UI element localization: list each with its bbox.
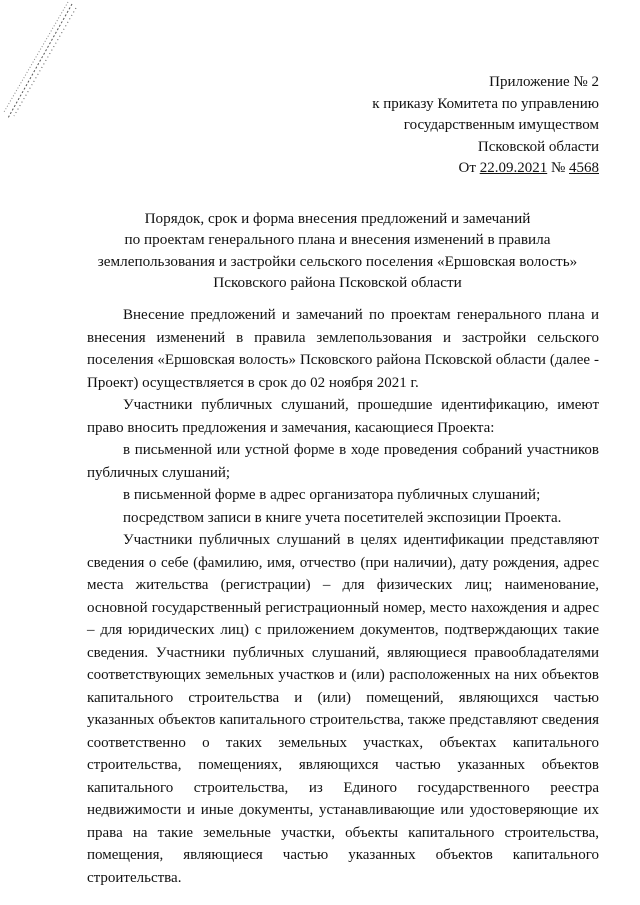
order-date: 22.09.2021 bbox=[479, 160, 548, 176]
document-body bbox=[87, 304, 599, 889]
order-number: 4568 bbox=[569, 160, 599, 176]
paragraph: Участники публичных слушаний, прошедшие идентификацию, имеют право вносить предложения и замечания, касающиеся Проекта: bbox=[87, 397, 599, 436]
number-prefix: № bbox=[547, 160, 569, 176]
title-line: землепользования и застройки сельского поселения «Ершовская волость» bbox=[97, 252, 578, 270]
title-line: Порядок, срок и форма внесения предложений и замечаний bbox=[144, 210, 531, 227]
document-title bbox=[60, 208, 615, 293]
order-reference: к приказу Комитета по управлению bbox=[372, 95, 599, 112]
title-line: по проектам генерального плана и внесения изменений в правила bbox=[124, 231, 551, 249]
appendix-header bbox=[269, 72, 599, 180]
appendix-number: Приложение № 2 bbox=[489, 74, 599, 90]
paragraph: в письменной или устной форме в ходе проведения собраний участников публичных слушаний; bbox=[87, 442, 599, 481]
committee-name: государственным имуществом bbox=[403, 117, 599, 133]
paragraph: в письменной форме в адрес организатора публичных слушаний; bbox=[123, 487, 541, 503]
order-date-line bbox=[269, 158, 599, 180]
date-prefix: От bbox=[458, 160, 480, 176]
paragraph: Участники публичных слушаний в целях идентификации представляют сведения о себе (фамилию, имя, отчество (при наличии), дату рождения, адрес места жительства (регистрации) – для физических лиц; наименование, основной государственный регистрационный номер, место нахождения и адрес – для юридических лиц) с приложением документов, подтверждающих такие сведения. Участники публичных слушаний, являющиеся правообладателями соответствующих земельных участков и (или) расположенных на них объектов капитального строительства и (или) помещений, являющихся частью указанных объектов капитального строительства, также представляют сведения соответственно о таких земельных участках, объектах капитального строительства, помещениях, являющихся частью указанных объектов капитального строительства, из Единого государственного реестра недвижимости и иные документы, устанавливающие или удостоверяющие их права на такие земельные участки, объекты капитального строительства, помещения, являющиеся частью указанных объектов капитального строительства. bbox=[87, 532, 599, 886]
scan-artifact-mark bbox=[0, 0, 90, 130]
paragraph: посредством записи в книге учета посетителей экспозиции Проекта. bbox=[123, 509, 562, 526]
title-line: Псковского района Псковской области bbox=[213, 273, 462, 291]
paragraph: Внесение предложений и замечаний по проектам генерального плана и внесения изменений в правила землепользования и застройки сельского поселения «Ершовская волость» Псковского района Псковской области (далее - Проект) осуществляется в срок до 02 ноября 2021 г. bbox=[87, 307, 599, 391]
region-name: Псковской области bbox=[477, 138, 599, 155]
